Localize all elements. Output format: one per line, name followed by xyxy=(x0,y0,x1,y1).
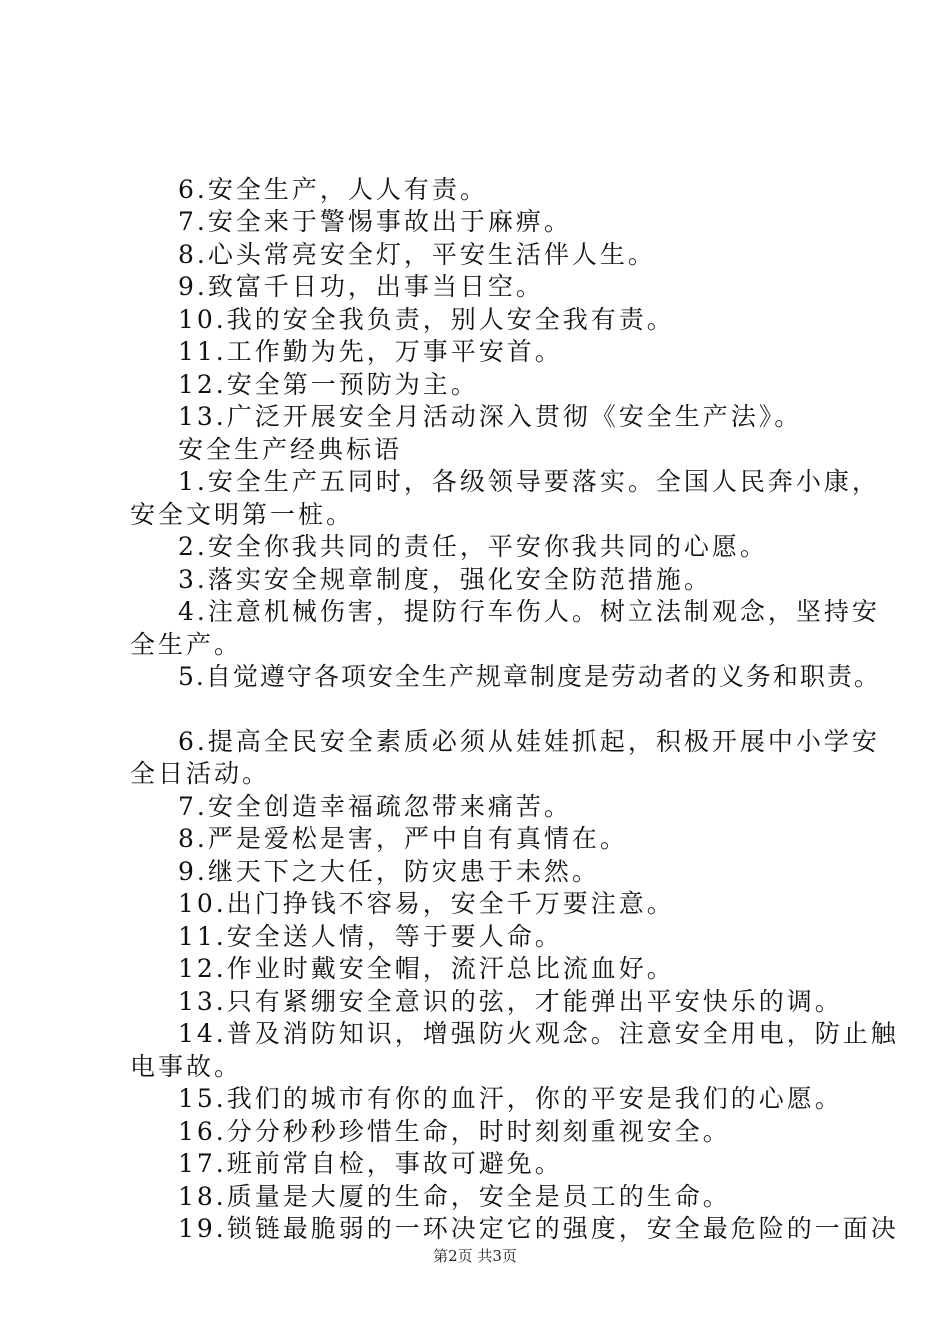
text-line: 3.落实安全规章制度，强化安全防范措施。 xyxy=(178,565,712,594)
text-line: 17.班前常自检，事故可避免。 xyxy=(178,1149,563,1178)
text-line: 1.安全生产五同时，各级领导要落实。全国人民奔小康， xyxy=(178,467,880,496)
text-line: 16.分分秒秒珍惜生命，时时刻刻重视安全。 xyxy=(178,1117,731,1146)
text-line: 11.安全送人情，等于要人命。 xyxy=(178,922,563,951)
text-line: 6.提高全民安全素质必须从娃娃抓起，积极开展中小学安 xyxy=(178,727,880,756)
text-line: 电事故。 xyxy=(130,1052,243,1081)
text-line: 8.心头常亮安全灯，平安生活伴人生。 xyxy=(178,240,656,269)
text-line: 7.安全来于警惕事故出于麻痹。 xyxy=(178,207,572,236)
page-number-footer: 第2页 共3页 xyxy=(433,1247,517,1265)
text-line: 18.质量是大厦的生命，安全是员工的生命。 xyxy=(178,1182,731,1211)
text-line: 5.自觉遵守各项安全生产规章制度是劳动者的义务和职责。 xyxy=(178,662,881,691)
text-line: 4.注意机械伤害，提防行车伤人。树立法制观念，坚持安 xyxy=(178,597,880,626)
text-line: 2.安全你我共同的责任，平安你我共同的心愿。 xyxy=(178,532,768,561)
text-line: 9.致富千日功，出事当日空。 xyxy=(178,272,544,301)
section-heading: 安全生产经典标语 xyxy=(178,435,403,464)
text-line: 全日活动。 xyxy=(130,759,271,788)
text-line: 14.普及消防知识，增强防火观念。注意安全用电，防止触 xyxy=(178,1019,899,1048)
text-line: 11.工作勤为先，万事平安首。 xyxy=(178,337,563,366)
text-line: 13.只有紧绷安全意识的弦，才能弹出平安快乐的调。 xyxy=(178,987,843,1016)
text-line: 15.我们的城市有你的血汗，你的平安是我们的心愿。 xyxy=(178,1084,843,1113)
text-line: 10.出门挣钱不容易，安全千万要注意。 xyxy=(178,889,675,918)
text-line: 10.我的安全我负责，别人安全我有责。 xyxy=(178,305,675,334)
text-line: 12.安全第一预防为主。 xyxy=(178,370,479,399)
text-line: 8.严是爱松是害，严中自有真情在。 xyxy=(178,824,628,853)
text-line: 安全文明第一桩。 xyxy=(130,500,355,529)
text-line: 全生产。 xyxy=(130,630,243,659)
text-line: 6.安全生产，人人有责。 xyxy=(178,175,488,204)
text-line: 12.作业时戴安全帽，流汗总比流血好。 xyxy=(178,954,675,983)
text-line: 13.广泛开展安全月活动深入贯彻《安全生产法》。 xyxy=(178,402,803,431)
text-line: 19.锁链最脆弱的一环决定它的强度，安全最危险的一面决 xyxy=(178,1214,899,1243)
text-line: 7.安全创造幸福疏忽带来痛苦。 xyxy=(178,792,572,821)
text-line: 9.继天下之大任，防灾患于未然。 xyxy=(178,857,600,886)
